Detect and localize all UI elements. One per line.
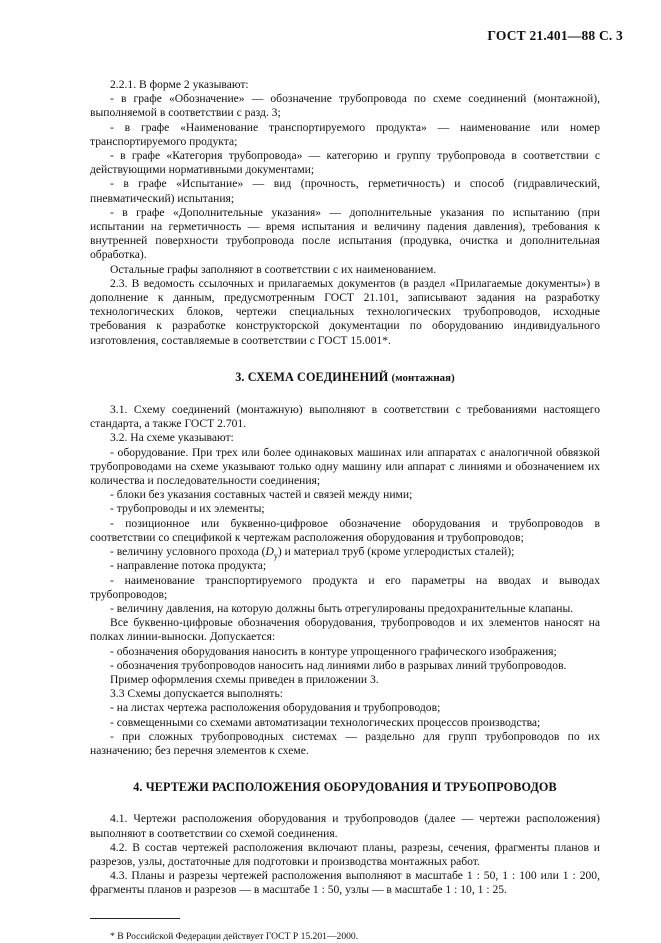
section-4-title: 4. ЧЕРТЕЖИ РАСПОЛОЖЕНИЯ ОБОРУДОВАНИЯ И ТРУБОПРОВОДОВ (133, 780, 557, 795)
paragraph: 2.2.1. В форме 2 указывают: (110, 78, 249, 91)
paragraph: 4.2. В состав чертежей расположения включают планы, разрезы, сечения, фрагменты планов и разрезов, узлы, достаточные для подготовки и производства монтажных работ. (90, 840, 600, 868)
section-3-title-sub: (монтажная) (391, 371, 455, 384)
paragraph: Все буквенно-цифровые обозначения оборудования, трубопроводов и их элементов наносят на полках линии-выноски. Допускается: (90, 616, 600, 644)
list-item (90, 545, 600, 559)
text-fragment: ) и материал труб (кроме углеродистых сталей); (277, 545, 515, 559)
page-header: ГОСТ 21.401—88 С. 3 (487, 28, 623, 43)
list-item: - блоки без указания составных частей и связей между ними; (110, 488, 413, 502)
list-item: - на листах чертежа расположения оборудования и трубопроводов; (110, 701, 441, 715)
dn-symbol: D (265, 545, 274, 559)
paragraph: 3.1. Схему соединений (монтажную) выполняют в соответствии с требованиями настоящего стандарта, а также ГОСТ 2.701. (90, 403, 600, 431)
paragraph: 4.1. Чертежи расположения оборудования и трубопроводов (далее — чертежи расположения) выполняют в соответствии со схемой соединения. (90, 812, 600, 840)
list-item: - в графе «Категория трубопровода» — категорию и группу трубопровода в соответствии с действующими нормативными документами; (90, 149, 600, 177)
list-item: - оборудование. При трех или более одинаковых машинах или аппаратах с аналогичной обвязкой трубопроводами на схеме указывают только одну машину или аппарат с линиями и обозначением их количества и последовательности соединения; (90, 445, 600, 488)
list-item: - в графе «Обозначение» — обозначение трубопровода по схеме соединений (монтажной), выполняемой в соответствии с разд. 3; (90, 92, 600, 120)
list-item: - совмещенными со схемами автоматизации технологических процессов производства; (110, 715, 541, 729)
paragraph: Остальные графы заполняют в соответствии с их наименованием. (110, 262, 437, 276)
text-fragment: - величину условного прохода ( (110, 545, 266, 559)
footnote-divider (90, 918, 180, 919)
list-item: - позиционное или буквенно-цифровое обозначение оборудования и трубопроводов в соответствии со спецификой к чертежам расположения оборудования и трубопроводов; (90, 516, 600, 544)
list-item: - в графе «Наименование транспортируемого продукта» — наименование или номер транспортируемого продукта; (90, 120, 600, 148)
list-item: - направление потока продукта; (110, 559, 267, 573)
footnote: * В Российской Федерации действует ГОСТ Р 15.201—2000. (110, 930, 359, 942)
dn-subscript: y (273, 551, 278, 561)
document-body (90, 78, 600, 943)
list-item: - трубопроводы и их элементы; (110, 502, 265, 516)
list-item: - наименование транспортируемого продукта и его параметры на вводах и выводах трубопроводов; (90, 573, 600, 601)
paragraph: 3.3 Схемы допускается выполнять: (110, 687, 283, 701)
list-item: - в графе «Дополнительные указания» — дополнительные указания по испытанию (при испытании на герметичность — время испытания и величину падения давления), требования к внутренней поверхности трубопровода после испытания (продувка, очистка и дополнительная обработка). (90, 205, 600, 262)
section-3-title-main: 3. СХЕМА СОЕДИНЕНИЙ (235, 369, 389, 384)
list-item: - при сложных трубопроводных системах — раздельно для групп трубопроводов по их назначению; без перечня элементов к схеме. (90, 729, 600, 757)
list-item: - в графе «Испытание» — вид (прочность, герметичность) и способ (гидравлический, пневматический) испытания; (90, 177, 600, 205)
list-item: - обозначения оборудования наносить в контуре упрощенного графического изображения; (110, 644, 557, 658)
paragraph: 2.3. В ведомость ссылочных и прилагаемых документов (в раздел «Прилагаемые документы») в дополнение к данным, предусмотренным ГОСТ 21.101, записывают задания на разработку технологических блоков, чертежи специальных технологических трубопроводов, исходные требования к разработке конструкторской документации по оборудованию индивидуального изготовления, составляемые в соответствии с ГОСТ 15.001*. (90, 276, 600, 347)
paragraph: Пример оформления схемы приведен в приложении 3. (110, 672, 379, 686)
section-3-title (90, 370, 600, 385)
list-item: - величину давления, на которую должны быть отрегулированы предохранительные клапаны. (110, 601, 574, 615)
paragraph: 4.3. Планы и разрезы чертежей расположения выполняют в масштабе 1 : 50, 1 : 100 или 1 : 200, фрагменты планов и разрезов — в масштабе 1 : 50, узлы — в масштабе 1 : 10, 1 : 25. (90, 869, 600, 897)
paragraph: 3.2. На схеме указывают: (110, 431, 234, 445)
list-item: - обозначения трубопроводов наносить над линиями либо в разрывах линий трубопроводов. (110, 658, 567, 672)
